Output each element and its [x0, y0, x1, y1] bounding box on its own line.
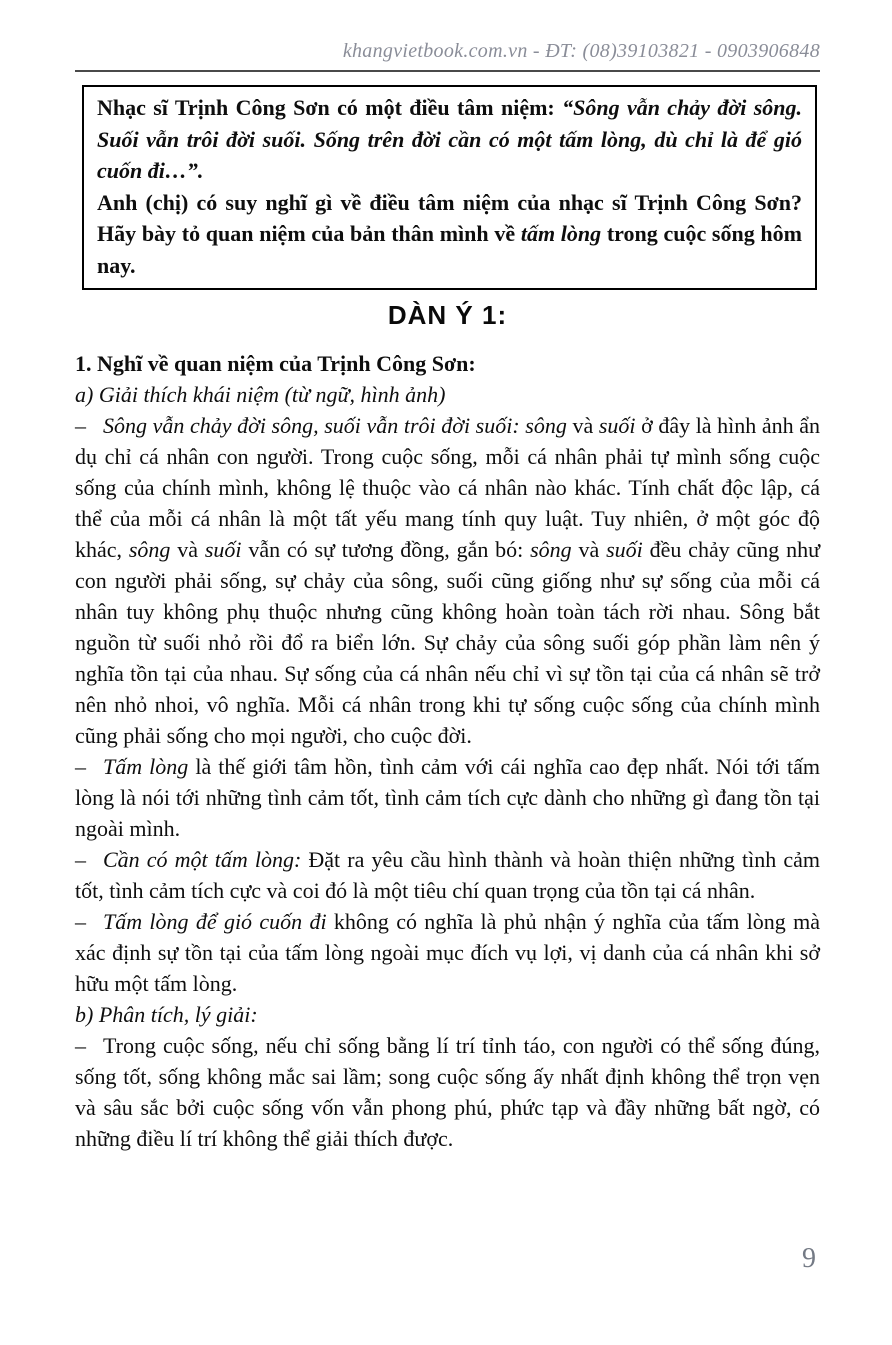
- text-run: và: [566, 413, 599, 438]
- text-run: vẫn có sự tương đồng, gắn bó:: [241, 537, 531, 562]
- text-run: Anh (chị) có suy nghĩ gì về điều tâm niệm của nhạc sĩ Trịnh Công Sơn? Hãy bày tỏ quan niệm của bản thân mình về: [97, 189, 802, 246]
- text-run: ở đây là hình ảnh ẩn dụ chỉ cá nhân con người. Trong cuộc sống, mỗi cá nhân phải tự mình sống cuộc sống của chính mình, không lệ thuộc vào cá nhân nào khác. Tính chất độc lập, cá thể của mỗi cá nhân là một tất yếu mang tính quy luật. Tuy nhiên, ở một góc độ khác,: [75, 413, 821, 562]
- paragraph: [75, 1030, 820, 1154]
- text-run: Trong cuộc sống, nếu chỉ sống bằng lí trí tỉnh táo, con người có thể sống đúng, sống tốt, sống không mắc sai lầm; song cuộc sống ấy nhất định không thể trọn vẹn và sâu sắc bởi cuộc sống vốn vẫn phong phú, phức tạp và đầy những bất ngờ, có những điều lí trí không thể giải thích được.: [75, 1033, 820, 1151]
- text-run: Cần có một tấm lòng:: [103, 847, 302, 872]
- text-run: và: [571, 537, 607, 562]
- text-run: Tấm lòng để gió cuốn đi: [103, 909, 327, 934]
- paragraph: [75, 906, 820, 999]
- paragraph: [97, 187, 802, 282]
- dash-bullet: –: [75, 847, 86, 872]
- dash-bullet: –: [75, 754, 86, 779]
- header-website-text: khangvietbook.com.vn - ĐT: (08)39103821 - 0903906848: [342, 40, 820, 62]
- text-run: 1. Nghĩ về quan niệm của Trịnh Công Sơn:: [75, 351, 476, 376]
- paragraph: [75, 348, 820, 379]
- text-run: trong cuộc sống hôm nay.: [97, 221, 802, 278]
- text-run: Nhạc sĩ Trịnh Công Sơn có một điều tâm niệm:: [97, 95, 563, 120]
- paragraph: [97, 92, 802, 187]
- text-run: đều chảy cũng như con người phải sống, sự chảy của sông, suối cũng giống như sự sống của mỗi cá nhân tuy không phụ thuộc nhưng cũng không hoàn toàn tách rời nhau. Sông bắt nguồn từ suối nhỏ rồi đổ ra biển lớn. Sự chảy của sông suối góp phần làm nên ý nghĩa tồn tại của nhau. Sự sống của cá nhân nếu chỉ vì sự tồn tại của cá nhân sẽ trở nên nhỏ nhoi, vô nghĩa. Mỗi cá nhân trong khi tự sống cuộc sống của chính mình cũng phải sống cho mọi người, cho cuộc đời.: [75, 537, 821, 748]
- paragraph: [75, 999, 820, 1030]
- text-run: và: [170, 537, 205, 562]
- dash-bullet: –: [75, 1033, 86, 1058]
- dash-bullet: –: [75, 909, 86, 934]
- text-run: sông: [128, 537, 171, 562]
- text-run: tấm lòng: [520, 221, 602, 246]
- outline-heading: DÀN Ý 1:: [387, 300, 508, 330]
- paragraph: [75, 844, 820, 906]
- text-run: Tấm lòng: [103, 754, 189, 779]
- outline-body: [75, 348, 820, 1154]
- text-run: “Sông vẫn chảy đời sông. Suối vẫn trôi đời suối. Sống trên đời cần có một tấm lòng, dù chỉ là để gió cuốn đi…”.: [97, 95, 802, 183]
- paragraph: [75, 379, 820, 410]
- text-run: Sông vẫn chảy đời sông, suối vẫn trôi đời suối: sông: [103, 413, 567, 438]
- text-run: suối: [204, 537, 242, 562]
- text-run: a) Giải thích khái niệm (từ ngữ, hình ảnh): [75, 382, 446, 407]
- text-run: suối: [598, 413, 636, 438]
- paragraph: [75, 410, 820, 751]
- text-run: Đặt ra yêu cầu hình thành và hoàn thiện những tình cảm tốt, tình cảm tích cực và coi đó là một tiêu chí quan trọng của tồn tại cá nhân.: [75, 847, 820, 903]
- page-header: [75, 40, 820, 72]
- text-run: là thế giới tâm hồn, tình cảm với cái nghĩa cao đẹp nhất. Nói tới tấm lòng là nói tới những tình cảm tốt, tình cảm tích cực dành cho những gì đang tồn tại ngoài mình.: [75, 754, 820, 841]
- essay-prompt-box: [82, 85, 817, 290]
- text-run: b) Phân tích, lý giải:: [75, 1002, 258, 1027]
- text-run: không có nghĩa là phủ nhận ý nghĩa của tấm lòng mà xác định sự tồn tại của tấm lòng ngoài mục đích vụ lợi, vị danh của cá nhân khi sở hữu một tấm lòng.: [75, 909, 820, 996]
- dash-bullet: –: [75, 413, 86, 438]
- paragraph: [75, 751, 820, 844]
- text-run: suối: [606, 537, 643, 562]
- text-run: sông: [530, 537, 572, 562]
- page-number: 9: [802, 1243, 816, 1274]
